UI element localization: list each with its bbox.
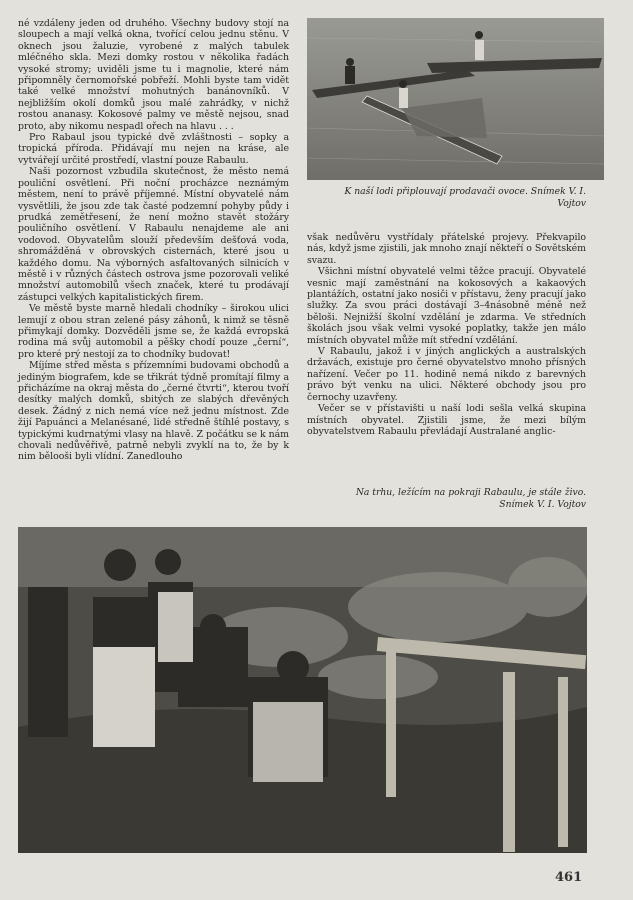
photo-caption-bottom [307, 487, 586, 510]
page-number: 461 [555, 870, 583, 885]
photo-fruit-sellers-boats [307, 18, 604, 180]
paragraph: V Rabaulu, jakož i v jiných anglických a australských državách, existuje pro černé obyvatelstvo mnoho přísných nařízení. Večer po 11. hodině nemá nikdo z barevných právo být venku na ulici. Některé obchody jsou pro černochy uzavřeny. [307, 346, 586, 403]
paragraph: né vzdáleny jeden od druhého. Všechny budovy stojí na sloupech a mají velká okna, tvořící celou jednu stěnu. V oknech jsou žaluzie, vyrobené z malých tabulek mléčného skla. Mezi domky rostou v několika řadách vysoké stromy; uviděli jsme tu i magnolie, které nám připomněly černomořské pobřeží. Mohli byste tam vidět také velké množství mohutných banánovníků. V nejbližším okolí domků jsou malé zahrádky, v nichž rostou ananasy. Kokosové palmy ve městě nejsou, snad proto, aby nikomu nespadl ořech na hlavu . . . [18, 18, 289, 132]
paragraph: Všichni místní obyvatelé velmi těžce pracují. Obyvatelé vesnic mají zaměstnání na kokosových a kakaových plantážích, ostatní jako nosiči v přístavu, ženy pracují jako služky. Za svou práci dostávají 3–4násobně méně než běloši. Nejnižší školní vzdělání je zdarma. Ve středních školách jsou však velmi vysoké poplatky, takže jen málo místních obyvatel může mít střední vzdělání. [307, 266, 586, 346]
paragraph: Večer se v přístavišti u naší lodi sešla velká skupina místních obyvatel. Zjistili jsme, že mezi bílým obyvatelstvem Rabaulu převládají Australané anglic- [307, 403, 586, 437]
photo-caption-top [307, 186, 586, 209]
caption-line: Na trhu, ležícím na pokraji Rabaulu, je stále živo. [355, 487, 586, 498]
right-text-column [307, 232, 586, 437]
caption-line: Vojtov [557, 197, 586, 209]
paragraph: Ve městě byste marně hledali chodníky – širokou ulici lemují z obou stran zelené pásy záhonů, k nimž se těsně přimykají domky. Dozvěděli jsme se, že každá evropská rodina má svůj automobil a pěšky chodí pouze „černí“, pro které prý nestojí za to chodníky budovat! [18, 303, 289, 360]
caption-line: Snímek V. I. Vojtov [499, 498, 586, 510]
paragraph: však nedůvěru vystřídaly přátelské projevy. Překvapilo nás, když jsme zjistili, jak mnoho znají někteří o Sovětském svazu. [307, 232, 586, 266]
left-text-column [18, 18, 289, 463]
paragraph: Naši pozornost vzbudila skutečnost, že město nemá pouliční osvětlení. Při noční procházce neznámým městem, není to právě příjemné. Místní obyvatelé nám vysvětlili, že jsou zde tak časté podzemní pohyby půdy i prudká zemětřesení, že není možno stavět stožáry pouličního osvětlení. V Rabaulu nenajdeme ale ani vodovod. Obyvatelům slouží především dešťová voda, shromážděná v obrovských cisternách, které jsou u každého domu. Na výborných asfaltovaných silnicích v městě i v různých částech ostrova jsme pozorovali veliké množství automobilů všech značek, které tu prodávají zástupci velkých kapitalistických firem. [18, 166, 289, 303]
paragraph: Míjíme střed města s přízemními budovami obchodů a jediným biografem, kde se třikrát týdně promítají filmy a přicházíme na okraj města do „černé čtvrti“, kterou tvoří desítky malých domků, sbitých ze slabých dřevěných desek. Žádný z nich nemá více než jednu místnost. Zde žijí Papuánci a Melanésané, lidé středně štíhlé postavy, s typickými kudrnatými vlasy na hlavě. Z počátku se k nám chovali nedůvěřivě, patrně nebyli zvyklí na to, že by k nim bělooši byli vlídní. Zanedlouho [18, 360, 289, 463]
paragraph: Pro Rabaul jsou typické dvě zvláštnosti – sopky a tropická příroda. Přidávají mu nejen na kráse, ale vytvářejí určité prostředí, vlastní pouze Rabaulu. [18, 132, 289, 166]
caption-line: K naší lodi připlouvají prodavači ovoce. Snímek V. I. [344, 186, 586, 197]
photo-market-scene [18, 527, 587, 853]
